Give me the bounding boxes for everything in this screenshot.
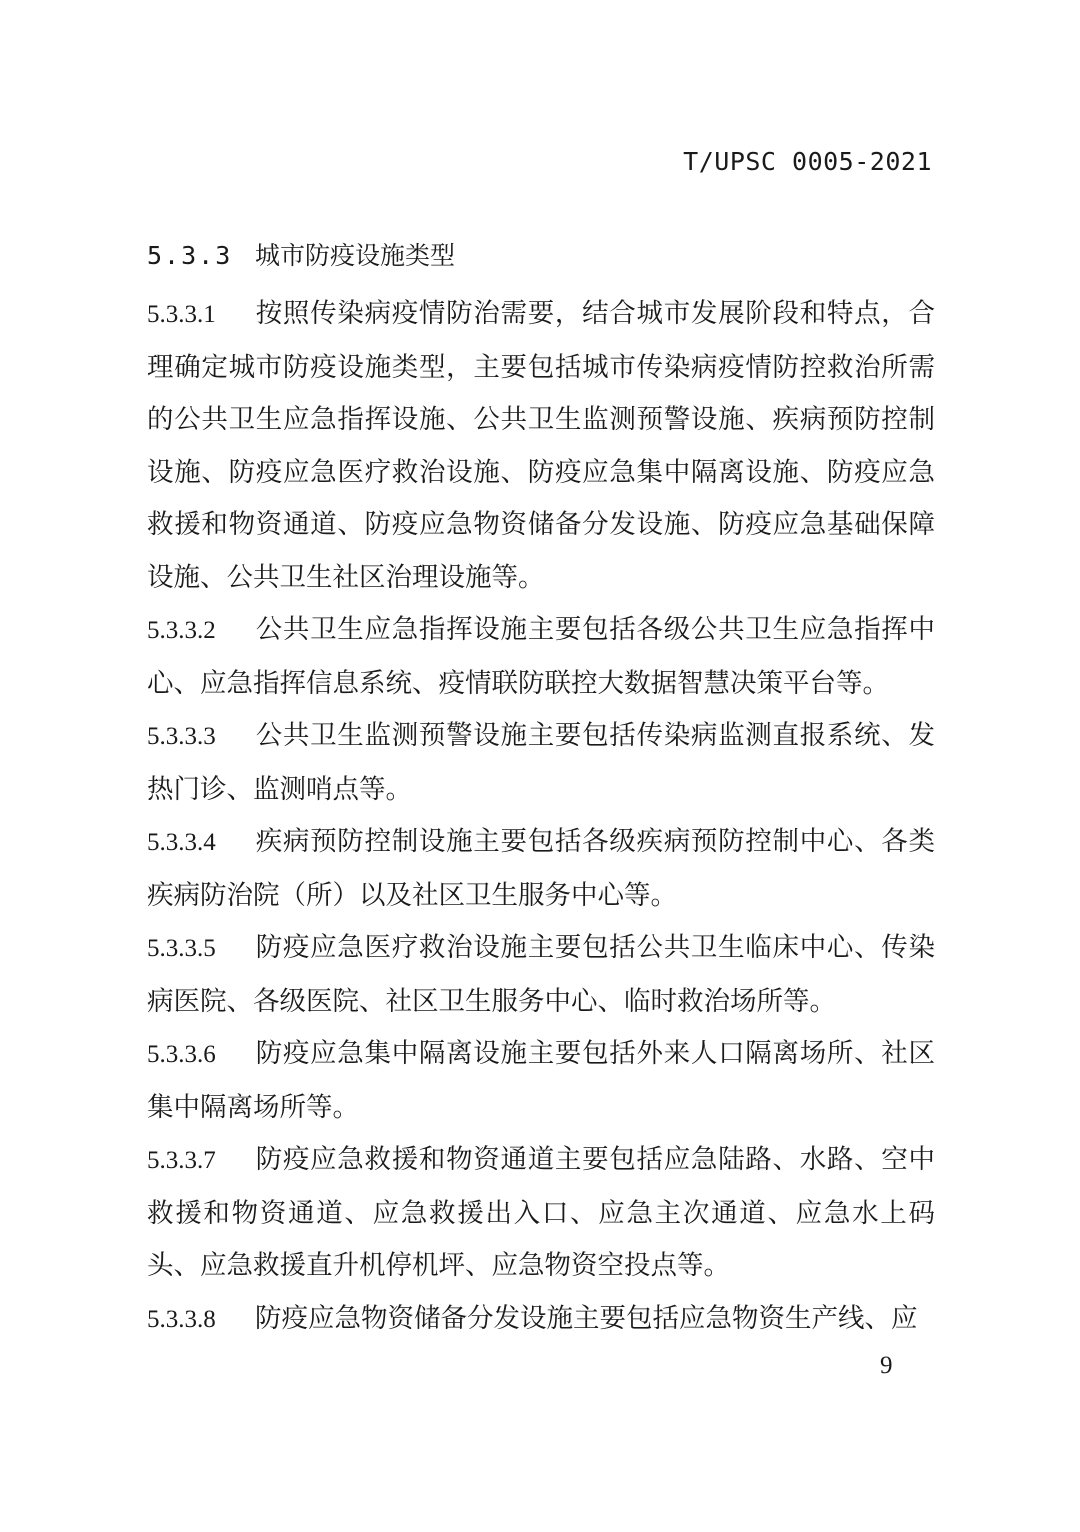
- clause-number: 5.3.3.8: [147, 1305, 216, 1333]
- clause-number: 5.3.3.5: [147, 935, 216, 962]
- clause-number: 5.3.3.4: [147, 829, 216, 856]
- clause-paragraph: [147, 604, 935, 710]
- standard-code: T/UPSC 0005-2021: [683, 147, 932, 176]
- clause-list: [147, 288, 935, 1346]
- clause-text: 防疫应急集中隔离设施主要包括外来人口隔离场所、社区集中隔离场所等。: [147, 1038, 935, 1123]
- clause-paragraph: [147, 710, 935, 816]
- clause-number: 5.3.3.7: [147, 1147, 216, 1174]
- clause-text: 疾病预防控制设施主要包括各级疾病预防控制中心、各类疾病防治院（所）以及社区卫生服务中心等。: [147, 826, 935, 911]
- clause-paragraph: [147, 1028, 935, 1134]
- section-heading: [147, 236, 455, 272]
- clause-number: 5.3.3.1: [147, 301, 216, 328]
- clause-number: 5.3.3.2: [147, 617, 216, 644]
- clause-text: 按照传染病疫情防治需要，结合城市发展阶段和特点，合理确定城市防疫设施类型，主要包括城市传染病疫情防控救治所需的公共卫生应急指挥设施、公共卫生监测预警设施、疾病预防控制设施、防疫应急医疗救治设施、防疫应急集中隔离设施、防疫应急救援和物资通道、防疫应急物资储备分发设施、防疫应急基础保障设施、公共卫生社区治理设施等。: [147, 298, 935, 593]
- clause-paragraph: [147, 1134, 935, 1293]
- clause-number: 5.3.3.3: [147, 723, 216, 750]
- clause-paragraph: [147, 1293, 935, 1347]
- clause-paragraph: [147, 922, 935, 1028]
- section-number: 5.3.3: [147, 241, 233, 270]
- clause-paragraph: [147, 816, 935, 922]
- clause-number: 5.3.3.6: [147, 1041, 216, 1068]
- page-number: 9: [880, 1352, 893, 1379]
- section-title: 城市防疫设施类型: [255, 241, 456, 270]
- clause-paragraph: [147, 288, 935, 604]
- clause-text: 公共卫生监测预警设施主要包括传染病监测直报系统、发热门诊、监测哨点等。: [147, 720, 935, 805]
- clause-text: 防疫应急救援和物资通道主要包括应急陆路、水路、空中救援和物资通道、应急救援出入口、应急主次通道、应急水上码头、应急救援直升机停机坪、应急物资空投点等。: [147, 1144, 935, 1281]
- clause-text: 公共卫生应急指挥设施主要包括各级公共卫生应急指挥中心、应急指挥信息系统、疫情联防联控大数据智慧决策平台等。: [147, 614, 935, 699]
- clause-text: 防疫应急物资储备分发设施主要包括应急物资生产线、应: [255, 1302, 918, 1334]
- clause-text: 防疫应急医疗救治设施主要包括公共卫生临床中心、传染病医院、各级医院、社区卫生服务中心、临时救治场所等。: [147, 932, 935, 1017]
